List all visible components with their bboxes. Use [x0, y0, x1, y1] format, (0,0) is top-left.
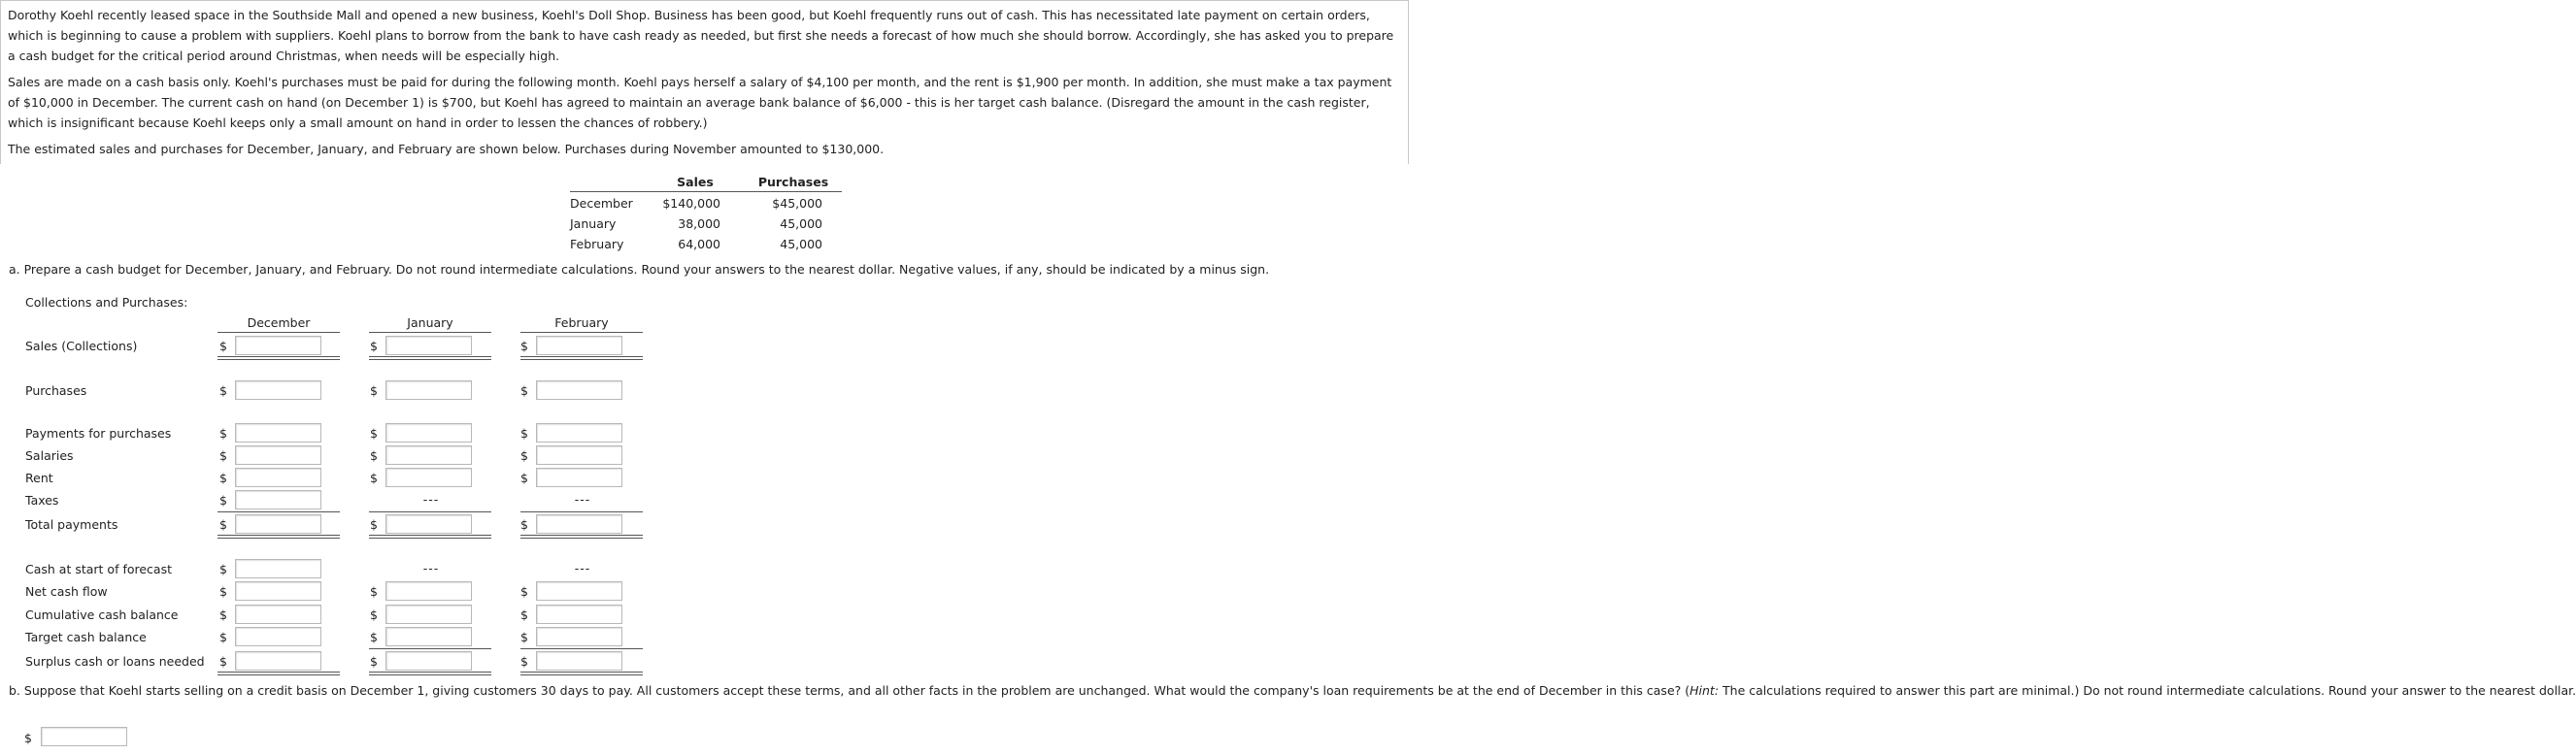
salaries-january-input[interactable] — [385, 445, 472, 465]
row-label-salaries: Salaries — [25, 448, 74, 463]
currency-symbol: $ — [370, 471, 378, 485]
subtotal-rule — [520, 511, 643, 512]
target-cash-balance-january-input[interactable] — [385, 627, 472, 646]
subtotal-rule — [520, 648, 643, 649]
total-double-rule — [369, 672, 491, 675]
currency-symbol: $ — [520, 426, 528, 441]
not-applicable-dash: --- — [422, 561, 440, 575]
row-label-sales-collections: Sales (Collections) — [25, 339, 138, 353]
row-label-cumulative-cash-balance: Cumulative cash balance — [25, 607, 179, 622]
row-label-rent: Rent — [25, 471, 53, 485]
sales-collections-december-input[interactable] — [235, 336, 321, 355]
row-label-total-payments: Total payments — [25, 517, 118, 532]
target-cash-balance-december-input[interactable] — [235, 627, 321, 646]
currency-symbol: $ — [219, 383, 227, 398]
total-payments-february-input[interactable] — [536, 514, 622, 534]
loan-requirement-input[interactable] — [41, 727, 127, 746]
currency-symbol: $ — [24, 731, 32, 745]
currency-symbol: $ — [370, 517, 378, 532]
estimates-purchases-value: 45,000 — [780, 237, 822, 251]
estimates-month: December — [570, 196, 633, 211]
rent-december-input[interactable] — [235, 468, 321, 487]
intro-paragraph-3: The estimated sales and purchases for December, January, and February are shown below. Purchases during November amounted to $130,000. — [8, 142, 885, 156]
currency-symbol: $ — [219, 517, 227, 532]
column-header-rule — [369, 332, 491, 333]
currency-symbol: $ — [520, 584, 528, 599]
estimates-header-rule — [570, 191, 842, 192]
payments-for-purchases-january-input[interactable] — [385, 423, 472, 443]
row-label-purchases: Purchases — [25, 383, 87, 398]
currency-symbol: $ — [219, 630, 227, 644]
target-cash-balance-february-input[interactable] — [536, 627, 622, 646]
currency-symbol: $ — [219, 471, 227, 485]
estimates-month: February — [570, 237, 624, 251]
column-header-rule — [520, 332, 643, 333]
surplus-cash-or-loans-needed-december-input[interactable] — [235, 651, 321, 671]
net-cash-flow-january-input[interactable] — [385, 581, 472, 601]
currency-symbol: $ — [520, 607, 528, 622]
sales-collections-january-input[interactable] — [385, 336, 472, 355]
purchases-december-input[interactable] — [235, 380, 321, 400]
estimates-header-sales: Sales — [677, 175, 714, 189]
intro-paragraph-1: Dorothy Koehl recently leased space in the Southside Mall and opened a new business, Koehl's Doll Shop. Business has been good, but Koehl frequently runs out of cash. This has necessitated late payment on certain orders, which is beginning to cause a problem with suppliers. Koehl plans to borrow from the bank to have cash ready as needed, but first she needs a forecast of how much she should borrow. Accordingly, she has asked you to prepare a cash budget for the critical period around Christmas, when needs will be especially high. — [8, 8, 1394, 63]
total-double-rule — [217, 535, 340, 539]
currency-symbol: $ — [370, 584, 378, 599]
row-label-surplus-cash-or-loans-needed: Surplus cash or loans needed — [25, 654, 205, 669]
total-double-rule — [520, 356, 643, 360]
not-applicable-dash: --- — [574, 492, 591, 507]
currency-symbol: $ — [219, 448, 227, 463]
salaries-february-input[interactable] — [536, 445, 622, 465]
intro-paragraph-2: Sales are made on a cash basis only. Koehl's purchases must be paid for during the following month. Koehl pays herself a salary of $4,100 per month, and the rent is $1,900 per month. In addition, she must make a tax payment of $10,000 in December. The current cash on hand (on December 1) is $700, but Koehl has agreed to maintain an average bank balance of $6,000 - this is her target cash balance. (Disregard the amount in the cash register, which is insignificant because Koehl keeps only a small amount on hand in order to lessen the chances of robbery.) — [8, 75, 1392, 130]
currency-symbol: $ — [520, 630, 528, 644]
currency-symbol: $ — [520, 517, 528, 532]
rent-january-input[interactable] — [385, 468, 472, 487]
total-double-rule — [520, 672, 643, 675]
estimates-sales-value: $140,000 — [662, 196, 720, 211]
question-b-text — [9, 683, 2576, 698]
not-applicable-dash: --- — [422, 492, 440, 507]
currency-symbol: $ — [520, 339, 528, 353]
currency-symbol: $ — [520, 383, 528, 398]
purchases-february-input[interactable] — [536, 380, 622, 400]
estimates-purchases-value: $45,000 — [772, 196, 822, 211]
row-label-taxes: Taxes — [25, 493, 59, 508]
cash-at-start-of-forecast-december-input[interactable] — [235, 559, 321, 578]
net-cash-flow-december-input[interactable] — [235, 581, 321, 601]
row-label-net-cash-flow: Net cash flow — [25, 584, 108, 599]
column-header-january: January — [407, 315, 453, 330]
taxes-december-input[interactable] — [235, 490, 321, 509]
total-double-rule — [217, 356, 340, 360]
currency-symbol: $ — [219, 339, 227, 353]
subtotal-rule — [217, 511, 340, 512]
estimates-sales-value: 38,000 — [678, 216, 720, 231]
payments-for-purchases-december-input[interactable] — [235, 423, 321, 443]
currency-symbol: $ — [219, 493, 227, 508]
subtotal-rule — [369, 648, 491, 649]
cumulative-cash-balance-january-input[interactable] — [385, 605, 472, 624]
surplus-cash-or-loans-needed-january-input[interactable] — [385, 651, 472, 671]
total-payments-december-input[interactable] — [235, 514, 321, 534]
payments-for-purchases-february-input[interactable] — [536, 423, 622, 443]
budget-section-title: Collections and Purchases: — [25, 295, 188, 310]
row-label-target-cash-balance: Target cash balance — [25, 630, 147, 644]
question-b-text-before: b. Suppose that Koehl starts selling on a credit basis on December 1, giving customers 30 days to pay. All customers accept these terms, and all other facts in the problem are unchanged. What would the company's loan requirements be at the end of December in this case? ( — [9, 683, 1690, 698]
row-label-cash-at-start-of-forecast: Cash at start of forecast — [25, 562, 172, 576]
currency-symbol: $ — [520, 448, 528, 463]
currency-symbol: $ — [219, 607, 227, 622]
column-header-december: December — [247, 315, 311, 330]
column-header-february: February — [554, 315, 609, 330]
estimates-purchases-value: 45,000 — [780, 216, 822, 231]
currency-symbol: $ — [370, 630, 378, 644]
question-a-instructions: a. Prepare a cash budget for December, January, and February. Do not round intermediate calculations. Round your answers to the nearest dollar. Negative values, if any, should be indicated by a minus sign. — [9, 262, 1270, 277]
currency-symbol: $ — [370, 607, 378, 622]
surplus-cash-or-loans-needed-february-input[interactable] — [536, 651, 622, 671]
not-applicable-dash: --- — [574, 561, 591, 575]
question-b-hint-label: Hint: — [1689, 683, 1720, 698]
salaries-december-input[interactable] — [235, 445, 321, 465]
currency-symbol: $ — [219, 654, 227, 669]
estimates-sales-value: 64,000 — [678, 237, 720, 251]
row-label-payments-for-purchases: Payments for purchases — [25, 426, 172, 441]
total-double-rule — [520, 535, 643, 539]
total-payments-january-input[interactable] — [385, 514, 472, 534]
net-cash-flow-february-input[interactable] — [536, 581, 622, 601]
currency-symbol: $ — [520, 654, 528, 669]
estimates-header-purchases: Purchases — [757, 175, 829, 189]
estimates-month: January — [570, 216, 617, 231]
sales-collections-february-input[interactable] — [536, 336, 622, 355]
cumulative-cash-balance-february-input[interactable] — [536, 605, 622, 624]
rent-february-input[interactable] — [536, 468, 622, 487]
total-double-rule — [369, 356, 491, 360]
purchases-january-input[interactable] — [385, 380, 472, 400]
question-b-text-after: The calculations required to answer this part are minimal.) Do not round intermediate calculations. Round your answer to the nearest dollar. — [1719, 683, 2576, 698]
cumulative-cash-balance-december-input[interactable] — [235, 605, 321, 624]
currency-symbol: $ — [370, 339, 378, 353]
subtotal-rule — [369, 511, 491, 512]
total-double-rule — [369, 535, 491, 539]
currency-symbol: $ — [219, 426, 227, 441]
currency-symbol: $ — [520, 471, 528, 485]
currency-symbol: $ — [370, 383, 378, 398]
total-double-rule — [217, 672, 340, 675]
currency-symbol: $ — [219, 584, 227, 599]
currency-symbol: $ — [370, 448, 378, 463]
currency-symbol: $ — [370, 654, 378, 669]
currency-symbol: $ — [370, 426, 378, 441]
currency-symbol: $ — [219, 562, 227, 576]
column-header-rule — [217, 332, 340, 333]
